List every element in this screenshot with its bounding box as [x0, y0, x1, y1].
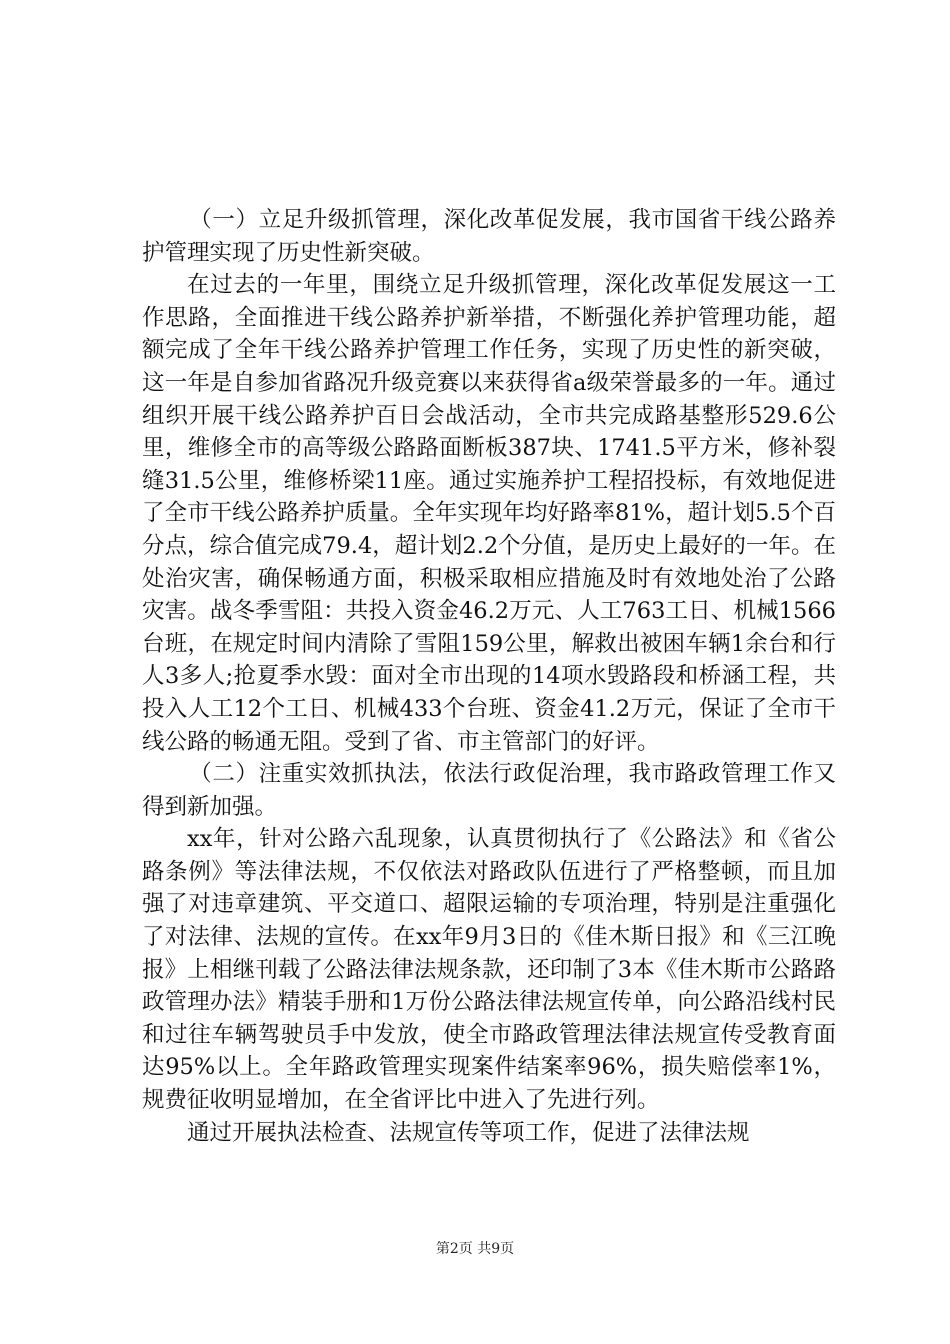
body-paragraph-3: 通过开展执法检查、法规宣传等项工作，促进了法律法规 — [187, 1119, 750, 1146]
document-body — [142, 204, 836, 1149]
section-heading-1: （一）立足升级抓管理，深化改革促发展，我市国省干线公路养护管理实现了历史性新突破。 — [142, 207, 836, 266]
body-paragraph-2: xx年，针对公路六乱现象，认真贯彻执行了《公路法》和《省公路条例》等法律法规，不仅依法对路政队伍进行了严格整顿，而且加强了对违章建筑、平交道口、超限运输的专项治理，特别是注重强化了对法律、法规的宣传。在xx年9月3日的《佳木斯日报》和《三江晚报》上相继刊载了公路法律法规条款，还印制了3本《佳木斯市公路路政管理办法》精装手册和1万份公路法律法规宣传单，向公路沿线村民和过往车辆驾驶员手中发放，使全市路政管理法律法规宣传受教育面达95%以上。全年路政管理实现案件结案率96%，损失赔偿率1%，规费征收明显增加，在全省评比中进入了先进行列。 — [142, 826, 836, 1114]
section-heading-2: （二）注重实效抓执法，依法行政促治理，我市路政管理工作又得到新加强。 — [142, 761, 836, 820]
body-paragraph-1: 在过去的一年里，围绕立足升级抓管理，深化改革促发展这一工作思路，全面推进干线公路养护新举措，不断强化养护管理功能，超额完成了全年干线公路养护管理工作任务，实现了历史性的新突破，这一年是自参加省路况升级竞赛以来获得省a级荣誉最多的一年。通过组织开展干线公路养护百日会战活动，全市共完成路基整形529.6公里，维修全市的高等级公路路面断板387块、1741.5平方米，修补裂缝31.5公里，维修桥梁11座。通过实施养护工程招投标，有效地促进了全市干线公路养护质量。全年实现年均好路率81%，超计划5.5个百分点，综合值完成79.4，超计划2.2个分值，是历史上最好的一年。在处治灾害，确保畅通方面，积极采取相应措施及时有效地处治了公路灾害。战冬季雪阻：共投入资金46.2万元、人工763工日、机械1566台班，在规定时间内清除了雪阻159公里，解救出被困车辆1余台和行人3多人;抢夏季水毁：面对全市出现的14项水毁路段和桥涵工程，共投入人工12个工日、机械433个台班、资金41.2万元，保证了全市干线公路的畅通无阻。受到了省、市主管部门的好评。 — [142, 272, 836, 755]
page-number-footer: 第2页 共9页 — [435, 1241, 515, 1257]
